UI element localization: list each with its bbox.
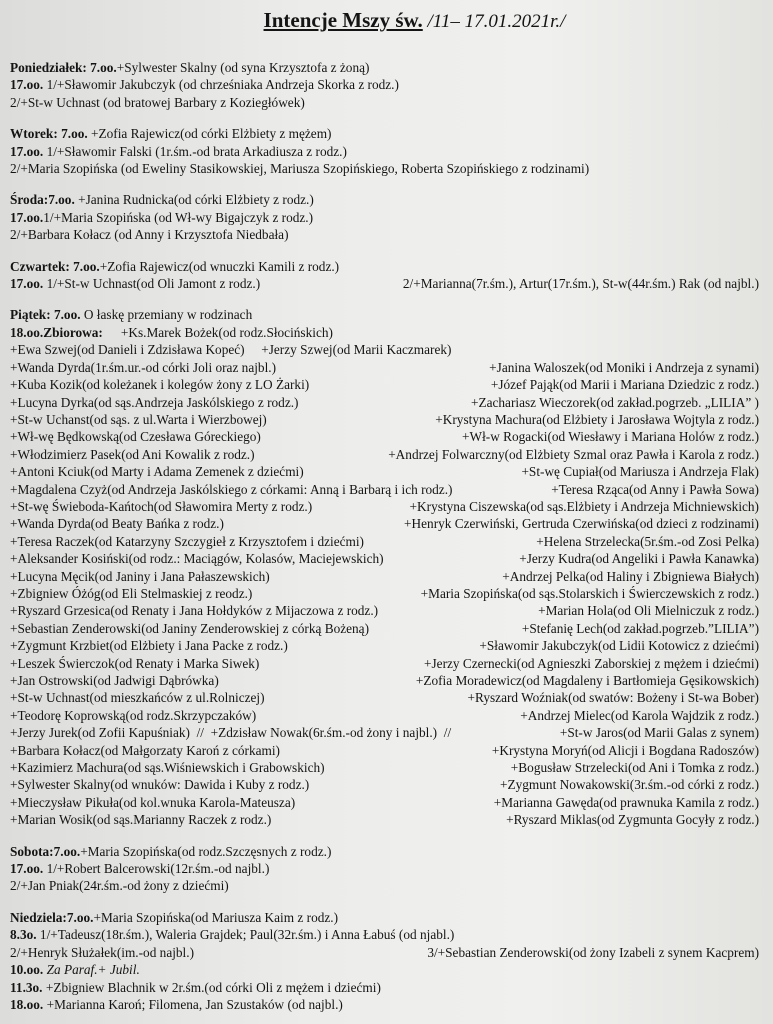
intention: 2/+Maria Szopińska (od Eweliny Stasikowskiej, Mariusza Szopińskiego, Roberta Szopińskiego z rodzinami) xyxy=(10,161,590,177)
intention-right: +Józef Pająk(od Marii i Mariana Dziedzic z rodz.) xyxy=(490,377,759,393)
mass-time: 17.oo. xyxy=(10,276,44,292)
intention-row xyxy=(10,533,759,550)
intention-right: +Zygmunt Nowakowski(3r.śm.-od córki z rodz.) xyxy=(500,777,759,793)
day-label: Sobota: xyxy=(10,843,54,859)
day-wednesday xyxy=(10,191,759,243)
intention: +Maria Szopińska(od Mariusza Kaim z rodz.) xyxy=(93,909,339,925)
mass-time: 17.oo. xyxy=(10,143,44,159)
intention-row xyxy=(10,742,759,759)
intention-right: +Marianna Gawęda(od prawnuka Kamila z rodz.) xyxy=(493,794,759,810)
intention-row xyxy=(10,776,759,793)
intention-row xyxy=(10,568,759,585)
intention-row xyxy=(10,620,759,637)
intention: +Sylwester Skalny (od syna Krzysztofa z żoną) xyxy=(116,60,370,75)
intention-right: +Andrzej Folwarczny(od Elżbiety Szmal oraz Pawła i Karola z rodz.) xyxy=(388,446,759,462)
intention-left: +Włodzimierz Pasek(od Ani Kowalik z rodz.) xyxy=(10,446,255,462)
title-main: Intencje Mszy św. xyxy=(263,8,423,32)
intention-row xyxy=(10,707,759,724)
intention-right: +Krystyna Ciszewska(od sąs.Elżbiety i Andrzeja Michniewskich) xyxy=(409,498,759,514)
intention-right: +Henryk Czerwiński, Gertruda Czerwińska(od dzieci z rodzinami) xyxy=(404,516,759,532)
intention-left: +Aleksander Kosiński(od rodz.: Maciągów, Kolasów, Maciejewskich) xyxy=(10,551,384,567)
intention: +Ewa Szwej(od Danieli i Zdzisława Kopeć) +Jerzy Szwej(od Marii Kaczmarek) xyxy=(10,342,452,358)
intention: +Zofia Rajewicz(od córki Elżbiety z mężem) xyxy=(87,126,332,142)
intention-row xyxy=(10,411,759,428)
intention-right: +Bogusław Strzelecki(od Ani i Tomka z rodz.) xyxy=(510,760,759,776)
intention-right: +Helena Strzelecka(5r.śm.-od Zosi Pelka) xyxy=(536,533,759,549)
intention-right: +Krystyna Moryń(od Alicji i Bogdana Radoszów) xyxy=(491,742,759,758)
intention: 1/+Robert Balcerowski(12r.śm.-od najbl.) xyxy=(43,861,270,877)
intention-left: +Teresa Raczek(od Katarzyny Szczygieł z Krzysztofem i dziećmi) xyxy=(10,533,364,549)
intention-right: +Marian Hola(od Oli Mielniczuk z rodz.) xyxy=(538,603,759,619)
intention-right: +Ryszard Miklas(od Zygmunta Gocyły z rodz.) xyxy=(506,812,759,828)
intention-row xyxy=(10,550,759,567)
intention: 3/+Sebastian Zenderowski(od żony Izabeli z synem Kacprem) xyxy=(427,944,759,960)
intention-row xyxy=(10,655,759,672)
mass-time: 8.3o. xyxy=(10,927,37,943)
intention-right: +Andrzej Pelka(od Haliny i Zbigniewa Białych) xyxy=(502,568,759,584)
intention-right: +Stefanię Lech(od zakład.pogrzeb.”LILIA”) xyxy=(521,620,759,636)
intention-left: +Wł-wę Będkowską(od Czesława Góreckiego) xyxy=(10,429,261,445)
day-friday xyxy=(10,306,759,828)
intention-row xyxy=(10,637,759,654)
intention-right: +Zofia Moradewicz(od Magdaleny i Bartłomieja Gęsikowskich) xyxy=(415,673,759,688)
intention-left: +Magdalena Czyż(od Andrzeja Jaskólskiego z córkami: Anną i Barbarą i ich rodz.) xyxy=(10,481,453,497)
day-monday xyxy=(10,59,759,111)
day-label: Piątek: xyxy=(10,307,51,323)
intention: +Zofia Rajewicz(od wnuczki Kamili z rodz.) xyxy=(99,258,340,274)
intention-left: +Zygmunt Krzbiet(od Elżbiety i Jana Packe z rodz.) xyxy=(10,638,288,654)
intention: Za Paraf.+ Jubil. xyxy=(43,962,140,978)
intention: +Marianna Karoń; Filomena, Jan Szustaków (od najbl.) xyxy=(43,996,343,1012)
intention: 1/+Maria Szopińska (od Wł-wy Bigajczyk z rodz.) xyxy=(43,209,314,225)
intention-row xyxy=(10,498,759,515)
intention: 1/+Sławomir Jakubczyk (od chrześniaka Andrzeja Skorka z rodz.) xyxy=(43,77,399,93)
mass-time: 17.oo. xyxy=(10,77,44,93)
title-date: /11– 17.01.2021r./ xyxy=(422,11,566,32)
intention-left: +St-w Uchanst(od sąs. z ul.Warta i Wierzbowej) xyxy=(10,411,267,427)
day-thursday xyxy=(10,258,759,293)
intention: 2/+Barbara Kołacz (od Anny i Krzysztofa Niedbała) xyxy=(10,227,289,243)
intention-left: +Kuba Kozik(od koleżanek i kolegów żony z LO Żarki) xyxy=(10,377,310,393)
intention-row xyxy=(10,724,759,741)
intention-right: +Sławomir Jakubczyk(od Lidii Kotowicz z dziećmi) xyxy=(479,638,759,654)
intention-row xyxy=(10,376,759,393)
intention-right: +Jerzy Czernecki(od Agnieszki Zaborskiej z mężem i dziećmi) xyxy=(424,655,759,671)
intention-right: +Maria Szopińska(od sąs.Stolarskich i Świerczewskich z rodz.) xyxy=(420,585,759,601)
intention: +Ks.Marek Bożek(od rodz.Słocińskich) xyxy=(120,324,333,340)
intention-row xyxy=(10,759,759,776)
intention-row xyxy=(10,689,759,706)
intention-row xyxy=(10,446,759,463)
friday-intentions-list xyxy=(10,359,759,829)
intention-left: +Wanda Dyrda(od Beaty Bańka z rodz.) xyxy=(10,516,224,532)
day-label: Wtorek: xyxy=(10,126,58,142)
intention-row xyxy=(10,463,759,480)
intention-left: +Leszek Świerczok(od Renaty i Marka Siwek) xyxy=(10,655,260,671)
intention-left: +Antoni Kciuk(od Marty i Adama Zemenek z dziećmi) xyxy=(10,464,304,480)
intention: +Janina Rudnicka(od córki Elżbiety z rodz.) xyxy=(74,192,314,208)
mass-time: 11.3o. xyxy=(10,979,43,995)
intention: 2/+Marianna(7r.śm.), Artur(17r.śm.), St-w(44r.śm.) Rak (od najbl.) xyxy=(402,276,759,292)
intention-left: +Marian Wosik(od sąs.Marianny Raczek z rodz.) xyxy=(10,812,272,828)
mass-time: 7.oo. xyxy=(57,126,88,142)
intention: 2/+Henryk Służałek(im.-od najbl.) xyxy=(10,944,195,960)
mass-time: 7.oo. xyxy=(69,258,100,274)
intention-row xyxy=(10,428,759,445)
day-label: Niedziela: xyxy=(10,909,67,925)
intention-left: +Barbara Kołacz(od Małgorzaty Karoń z córkami) xyxy=(10,742,280,758)
intention-left: +Ryszard Grzesica(od Renaty i Jana Hołdyków z Mijaczowa z rodz.) xyxy=(10,603,379,619)
intention: +Maria Szopińska(od rodz.Szczęsnych z rodz.) xyxy=(80,843,332,859)
intention-right: +Wł-w Rogacki(od Wiesławy i Mariana Holów z rodz.) xyxy=(462,429,759,445)
day-label: Czwartek: xyxy=(10,258,70,274)
mass-time: 7.oo. xyxy=(66,909,94,925)
intention-left: +Zbigniew Óżóg(od Eli Stelmaskiej z reodz.) xyxy=(10,585,253,601)
intention-right: +St-wę Cupiał(od Mariusza i Andrzeja Flak) xyxy=(521,464,759,480)
intention-right: +St-w Jaros(od Marii Galas z synem) xyxy=(559,725,759,741)
intention-right: +Jerzy Kudra(od Angeliki i Pawła Kanawka) xyxy=(519,551,759,567)
intention-row xyxy=(10,602,759,619)
intention-row xyxy=(10,585,759,602)
mass-time: 17.oo. xyxy=(10,209,44,225)
intention-left: +St-wę Świeboda-Kańtoch(od Sławomira Merty z rodz.) xyxy=(10,498,313,514)
intention-left: +Sebastian Zenderowski(od Janiny Zenderowskiej z córką Bożeną) xyxy=(10,620,370,636)
mass-time: 7.oo. xyxy=(86,60,117,75)
intention-row xyxy=(10,481,759,498)
intention: 2/+Jan Pniak(24r.śm.-od żony z dziećmi) xyxy=(10,878,229,894)
day-tuesday xyxy=(10,125,759,177)
intention-left: +St-w Uchnast(od mieszkańców z ul.Rolniczej) xyxy=(10,690,265,706)
intention-row xyxy=(10,811,759,828)
mass-time: 7.oo. xyxy=(48,192,75,208)
intention-left: +Jan Ostrowski(od Jadwigi Dąbrówka) xyxy=(10,673,219,688)
day-sunday xyxy=(10,909,759,1013)
intention: +Zbigniew Blachnik w 2r.śm.(od córki Oli z mężem i dziećmi) xyxy=(42,979,381,995)
mass-time: 18.oo.Zbiorowa: xyxy=(10,324,103,340)
page-title xyxy=(70,8,759,33)
day-saturday xyxy=(10,843,759,895)
intention: O łaskę przemiany w rodzinach xyxy=(80,307,253,323)
mass-time: 7.oo. xyxy=(50,307,81,323)
mass-time: 10.oo. xyxy=(10,962,44,978)
intention: 2/+St-w Uchnast (od bratowej Barbary z Koziegłówek) xyxy=(10,94,305,110)
intention-left: +Lucyna Dyrka(od sąs.Andrzeja Jaskólskiego z rodz.) xyxy=(10,394,299,410)
mass-time: 18.oo. xyxy=(10,996,44,1012)
intention-right: +Krystyna Machura(od Elżbiety i Jarosława Wojtyla z rodz.) xyxy=(435,411,759,427)
intention-row xyxy=(10,672,759,689)
intention-left: +Teodorę Koprowską(od rodz.Skrzypczaków) xyxy=(10,707,257,723)
intention-row xyxy=(10,359,759,376)
intention-right: +Janina Waloszek(od Moniki i Andrzeja z synami) xyxy=(489,359,759,375)
intention-row xyxy=(10,515,759,532)
day-label: Środa: xyxy=(10,192,49,208)
intention-right: +Andrzej Mielec(od Karola Wajdzik z rodz.) xyxy=(520,707,759,723)
intention: 1/+Tadeusz(18r.śm.), Waleria Grajdek; Paul(32r.śm.) i Anna Łabuś (od njabl.) xyxy=(36,927,455,943)
intention-left: +Sylwester Skalny(od wnuków: Dawida i Kuby z rodz.) xyxy=(10,777,310,793)
day-label: Poniedziałek: xyxy=(10,60,87,75)
intention-left: +Jerzy Jurek(od Zofii Kapuśniak) // +Zdzisław Nowak(6r.śm.-od żony i najbl.) // xyxy=(10,725,452,741)
mass-time: 17.oo. xyxy=(10,861,44,877)
mass-time: 7.oo. xyxy=(53,843,81,859)
intention-right: +Zachariasz Wieczorek(od zakład.pogrzeb. „LILIA” ) xyxy=(470,394,759,410)
intention-left: +Kazimierz Machura(od sąs.Wiśniewskich i Grabowskich) xyxy=(10,760,325,776)
intention-right: +Ryszard Woźniak(od swatów: Bożeny i St-wa Bober) xyxy=(467,690,759,706)
intention-left: +Mieczysław Pikuła(od kol.wnuka Karola-Mateusza) xyxy=(10,794,296,810)
intention-row xyxy=(10,394,759,411)
intention-left: +Lucyna Męcik(od Janiny i Jana Pałaszewskich) xyxy=(10,568,270,584)
intention: 1/+Sławomir Falski (1r.śm.-od brata Arkadiusza z rodz.) xyxy=(43,143,347,159)
intention-left: +Wanda Dyrda(1r.śm.ur.-od córki Joli oraz najbl.) xyxy=(10,359,277,375)
intention-row xyxy=(10,794,759,811)
intention-right: +Teresa Rząca(od Anny i Pawła Sowa) xyxy=(551,481,759,497)
intention: 1/+St-w Uchnast(od Oli Jamont z rodz.) xyxy=(43,276,261,292)
